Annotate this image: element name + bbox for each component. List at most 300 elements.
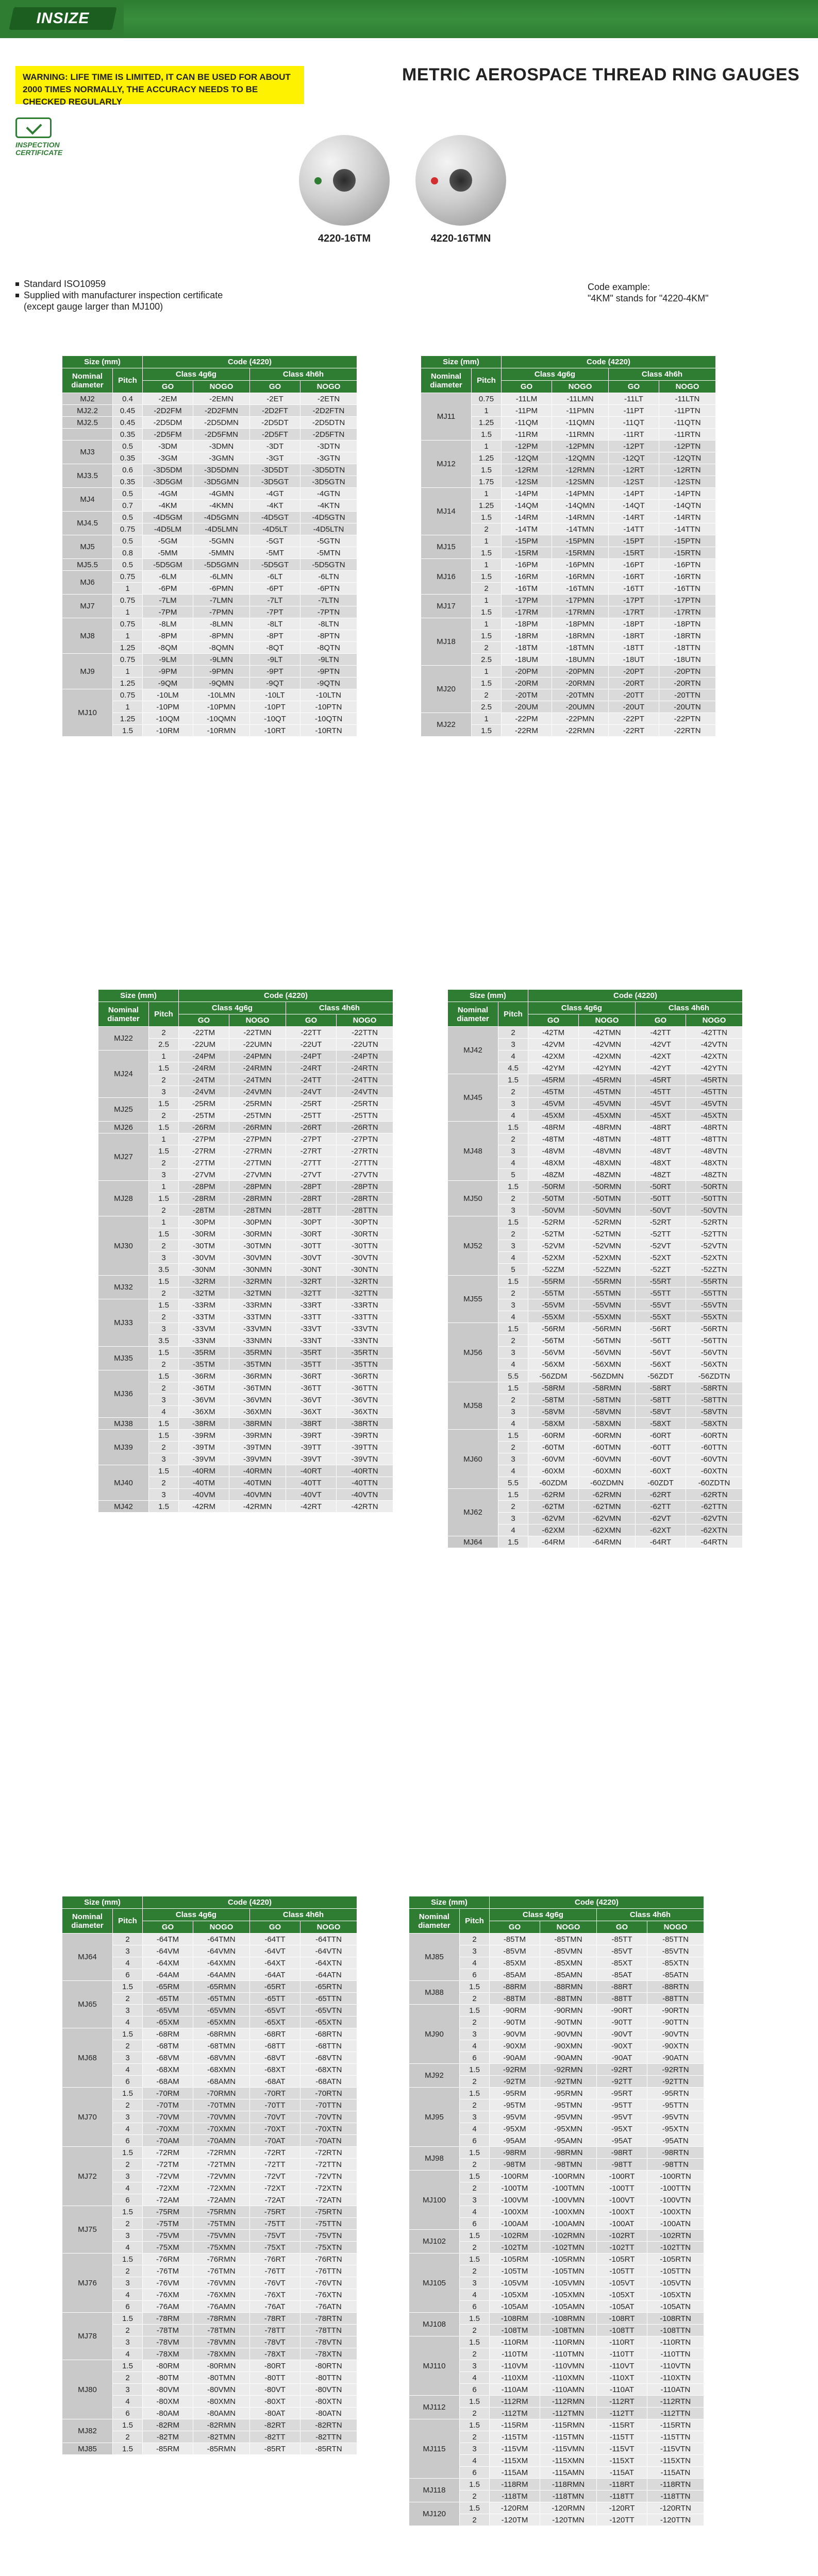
nogo-code-4h6h: -80ATN (301, 2408, 357, 2419)
nogo-code-4g6g: -25TMN (229, 1110, 286, 1122)
nogo-code-4g6g: -25RMN (229, 1098, 286, 1110)
nogo-code-4g6g: -48TMN (579, 1133, 636, 1145)
go-header: GO (143, 381, 193, 393)
nogo-code-4h6h: -105RTN (647, 2253, 704, 2265)
nogo-code-4h6h: -65RTN (301, 1981, 357, 1993)
go-code-4h6h: -28PT (286, 1181, 337, 1193)
nominal-diameter-cell: MJ85 (62, 2443, 113, 2455)
go-code-4h6h: -50VT (636, 1205, 686, 1216)
nogo-code-4h6h: -9LTN (301, 654, 357, 666)
nogo-code-4g6g: -105VMN (540, 2277, 597, 2289)
go-code-4g6g: -4D5LM (143, 523, 193, 535)
nogo-code-4h6h: -70TTN (301, 2099, 357, 2111)
go-code-4g6g: -42XM (528, 1050, 579, 1062)
go-code-4g6g: -85XM (490, 1957, 540, 1969)
pitch-cell: 1.5 (460, 2419, 490, 2431)
pitch-cell: 1 (472, 488, 502, 500)
nogo-code-4g6g: -45TMN (579, 1086, 636, 1098)
nogo-code-4g6g: -12SMN (552, 476, 609, 488)
go-code-4g6g: -90XM (490, 2040, 540, 2052)
feature-item: Standard ISO10959 (15, 278, 428, 290)
nogo-code-4g6g: -35RMN (229, 1347, 286, 1359)
nogo-code-4h6h: -39RTN (337, 1430, 393, 1442)
pitch-cell: 3 (113, 2171, 143, 2182)
pitch-cell: 1.25 (113, 713, 143, 725)
nominal-diameter-cell: MJ14 (421, 488, 472, 535)
nogo-code-4g6g: -112TMN (540, 2408, 597, 2419)
pitch-cell: 2 (472, 583, 502, 595)
go-code-4g6g: -115VM (490, 2443, 540, 2455)
go-code-4g6g: -48VM (528, 1145, 579, 1157)
go-code-4g6g: -64TM (143, 1934, 193, 1945)
nogo-code-4g6g: -4GMN (193, 488, 250, 500)
nogo-code-4g6g: -85TMN (540, 1934, 597, 1945)
go-code-4g6g: -55TM (528, 1287, 579, 1299)
go-code-4h6h: -26RT (286, 1122, 337, 1133)
pitch-cell: 2 (472, 523, 502, 535)
table-row (448, 1323, 743, 1335)
nogo-code-4h6h: -110XTN (647, 2372, 704, 2384)
pitch-cell: 1.5 (498, 1430, 528, 1442)
go-code-4h6h: -30VT (286, 1252, 337, 1264)
go-code-4g6g: -50RM (528, 1181, 579, 1193)
table-row (62, 464, 357, 476)
pitch-cell: 2 (149, 1477, 179, 1489)
go-code-4g6g: -105XM (490, 2289, 540, 2301)
go-code-4h6h: -22TT (286, 1027, 337, 1039)
go-code-4g6g: -72TM (143, 2159, 193, 2171)
pitch-cell: 2 (113, 2040, 143, 2052)
nominal-diameter-cell: MJ102 (409, 2230, 460, 2253)
go-code-4h6h: -14PT (609, 488, 659, 500)
nogo-code-4g6g: -15PMN (552, 535, 609, 547)
pitch-cell: 1.5 (460, 2147, 490, 2159)
header-bar (0, 0, 818, 38)
go-code-4g6g: -75XM (143, 2242, 193, 2253)
go-code-4g6g: -64AM (143, 1969, 193, 1981)
go-code-4g6g: -105RM (490, 2253, 540, 2265)
go-code-4h6h: -50TT (636, 1193, 686, 1205)
nogo-code-4g6g: -55VMN (579, 1299, 636, 1311)
go-code-4g6g: -33NM (179, 1335, 229, 1347)
pitch-cell: 2 (460, 2076, 490, 2088)
nogo-code-4g6g: -10QMN (193, 713, 250, 725)
go-code-4g6g: -60VM (528, 1453, 579, 1465)
nogo-code-4g6g: -14TMN (552, 523, 609, 535)
nogo-code-4g6g: -68XMN (193, 2064, 250, 2076)
go-code-4g6g: -90VM (490, 2028, 540, 2040)
pitch-cell: 1.5 (113, 2088, 143, 2099)
pitch-cell: 3 (149, 1252, 179, 1264)
go-code-4g6g: -52XM (528, 1252, 579, 1264)
nominal-diameter-header: Nominal diameter (98, 1002, 149, 1027)
pitch-cell: 1 (472, 440, 502, 452)
go-code-4g6g: -4GM (143, 488, 193, 500)
nogo-code-4h6h: -25RTN (337, 1098, 393, 1110)
pitch-cell: 2 (460, 2099, 490, 2111)
pitch-cell: 3 (498, 1453, 528, 1465)
nogo-code-4h6h: -115XTN (647, 2455, 704, 2467)
nogo-code-4h6h: -95VTN (647, 2111, 704, 2123)
pitch-cell: 3 (498, 1240, 528, 1252)
nogo-code-4h6h: -85TTN (647, 1934, 704, 1945)
go-code-4h6h: -60VT (636, 1453, 686, 1465)
nogo-code-4g6g: -76RMN (193, 2253, 250, 2265)
go-code-4h6h: -75XT (250, 2242, 301, 2253)
class-4g6g-header: Class 4g6g (143, 368, 250, 381)
nogo-code-4g6g: -38RMN (229, 1418, 286, 1430)
nogo-code-4h6h: -30NTN (337, 1264, 393, 1276)
go-code-4g6g: -95TM (490, 2099, 540, 2111)
table-row (62, 571, 357, 583)
table-row (409, 2171, 704, 2182)
nogo-code-4g6g: -22TMN (229, 1027, 286, 1039)
table-row (409, 2313, 704, 2325)
pitch-cell: 3 (498, 1406, 528, 1418)
pitch-cell: 2 (460, 1934, 490, 1945)
nogo-code-4h6h: -2D2FTN (301, 405, 357, 417)
pitch-cell: 3 (498, 1039, 528, 1050)
go-code-4g6g: -14PM (502, 488, 552, 500)
go-code-4g6g: -8PM (143, 630, 193, 642)
go-code-4h6h: -92RT (597, 2064, 647, 2076)
pitch-cell: 3 (113, 2005, 143, 2016)
go-code-4h6h: -55VT (636, 1299, 686, 1311)
nogo-code-4g6g: -65TMN (193, 1993, 250, 2005)
nogo-code-4h6h: -110VTN (647, 2360, 704, 2372)
nogo-code-4g6g: -64RMN (579, 1536, 636, 1548)
pitch-header: Pitch (498, 1002, 528, 1027)
go-code-4g6g: -20UM (502, 701, 552, 713)
nogo-code-4g6g: -88TMN (540, 1993, 597, 2005)
table-row (98, 1181, 393, 1193)
go-code-4g6g: -18PM (502, 618, 552, 630)
nominal-diameter-cell: MJ25 (98, 1098, 149, 1122)
table-row (448, 1181, 743, 1193)
go-code-4g6g: -10RM (143, 725, 193, 737)
go-code-4h6h: -56XT (636, 1359, 686, 1370)
code-header: Code (4220) (490, 1896, 704, 1909)
nogo-code-4h6h: -22RTN (659, 725, 716, 737)
nogo-code-4h6h: -105XTN (647, 2289, 704, 2301)
nominal-diameter-cell: MJ3 (62, 440, 113, 464)
go-code-4h6h: -75VT (250, 2230, 301, 2242)
go-code-4h6h: -64AT (250, 1969, 301, 1981)
go-code-4g6g: -17PM (502, 595, 552, 606)
go-code-4h6h: -9PT (250, 666, 301, 677)
nogo-code-4g6g: -33TMN (229, 1311, 286, 1323)
nogo-code-4g6g: -50VMN (579, 1205, 636, 1216)
go-code-4h6h: -85XT (597, 1957, 647, 1969)
pitch-cell: 1 (113, 606, 143, 618)
nogo-code-4g6g: -56ZDMN (579, 1370, 636, 1382)
pitch-cell: 1.5 (149, 1299, 179, 1311)
nogo-code-4g6g: -11PMN (552, 405, 609, 417)
table-row (98, 1370, 393, 1382)
pitch-cell: 3 (149, 1323, 179, 1335)
go-code-4g6g: -68VM (143, 2052, 193, 2064)
nogo-code-4h6h: -30PTN (337, 1216, 393, 1228)
go-code-4g6g: -95VM (490, 2111, 540, 2123)
go-code-4g6g: -45XM (528, 1110, 579, 1122)
nogo-code-4h6h: -65TTN (301, 1993, 357, 2005)
pitch-cell: 0.5 (113, 535, 143, 547)
nogo-code-4h6h: -85ATN (647, 1969, 704, 1981)
table-row (448, 1122, 743, 1133)
pitch-cell: 2 (460, 2348, 490, 2360)
pitch-cell: 1.5 (113, 2206, 143, 2218)
nogo-code-4h6h: -11QTN (659, 417, 716, 429)
nogo-code-4g6g: -30PMN (229, 1216, 286, 1228)
pitch-cell: 1.5 (460, 2064, 490, 2076)
go-code-4g6g: -115TM (490, 2431, 540, 2443)
nominal-diameter-cell: MJ38 (98, 1418, 149, 1430)
code-header: Code (4220) (179, 990, 393, 1002)
pitch-cell: 2 (498, 1228, 528, 1240)
go-code-4g6g: -30VM (179, 1252, 229, 1264)
nogo-code-4h6h: -42VTN (686, 1039, 743, 1050)
go-code-4h6h: -30PT (286, 1216, 337, 1228)
nogo-code-4g6g: -100AMN (540, 2218, 597, 2230)
nogo-code-4g6g: -75VMN (193, 2230, 250, 2242)
nogo-code-4h6h: -12RTN (659, 464, 716, 476)
go-code-4h6h: -2D5FT (250, 429, 301, 440)
nogo-code-4h6h: -33RTN (337, 1299, 393, 1311)
go-code-4h6h: -85RT (250, 2443, 301, 2455)
pitch-cell: 1.5 (113, 725, 143, 737)
nogo-header: NOGO (552, 381, 609, 393)
nogo-code-4h6h: -28TTN (337, 1205, 393, 1216)
nogo-code-4g6g: -22UMN (229, 1039, 286, 1050)
nominal-diameter-cell: MJ115 (409, 2419, 460, 2479)
nogo-code-4g6g: -68AMN (193, 2076, 250, 2088)
go-code-4h6h: -18RT (609, 630, 659, 642)
nogo-code-4h6h: -64XTN (301, 1957, 357, 1969)
nogo-code-4h6h: -14TTN (659, 523, 716, 535)
nogo-code-4g6g: -82RMN (193, 2419, 250, 2431)
nogo-code-4h6h: -112RTN (647, 2396, 704, 2408)
go-code-4h6h: -28RT (286, 1193, 337, 1205)
go-code-4h6h: -90RT (597, 2005, 647, 2016)
go-code-4g6g: -11QM (502, 417, 552, 429)
go-header: GO (609, 381, 659, 393)
nogo-code-4g6g: -24RMN (229, 1062, 286, 1074)
nogo-code-4g6g: -72RMN (193, 2147, 250, 2159)
nogo-code-4h6h: -11LTN (659, 393, 716, 405)
nogo-code-4h6h: -5D5GTN (301, 559, 357, 571)
nogo-code-4g6g: -45VMN (579, 1098, 636, 1110)
nogo-code-4h6h: -115ATN (647, 2467, 704, 2479)
nogo-code-4h6h: -12QTN (659, 452, 716, 464)
go-code-4g6g: -78RM (143, 2313, 193, 2325)
table-row (62, 405, 357, 417)
nogo-code-4h6h: -45VTN (686, 1098, 743, 1110)
nogo-code-4h6h: -52ZTN (686, 1264, 743, 1276)
go-code-4h6h: -10RT (250, 725, 301, 737)
code-example-title: Code example: (588, 282, 650, 292)
go-code-4h6h: -78VT (250, 2336, 301, 2348)
go-code-4h6h: -75RT (250, 2206, 301, 2218)
nogo-code-4g6g: -8QMN (193, 642, 250, 654)
go-code-4g6g: -78VM (143, 2336, 193, 2348)
nogo-code-4h6h: -72XTN (301, 2182, 357, 2194)
nogo-code-4h6h: -14PTN (659, 488, 716, 500)
go-code-4g6g: -30PM (179, 1216, 229, 1228)
nogo-code-4g6g: -4D5GMN (193, 512, 250, 523)
nogo-code-4h6h: -39TTN (337, 1442, 393, 1453)
go-code-4h6h: -88TT (597, 1993, 647, 2005)
go-code-4h6h: -76TT (250, 2265, 301, 2277)
nominal-diameter-cell: MJ11 (421, 393, 472, 440)
go-code-4g6g: -55RM (528, 1276, 579, 1287)
go-code-4g6g: -78TM (143, 2325, 193, 2336)
go-code-4h6h: -60ZDT (636, 1477, 686, 1489)
nogo-code-4g6g: -20RMN (552, 677, 609, 689)
go-code-4h6h: -12PT (609, 440, 659, 452)
go-code-4g6g: -72RM (143, 2147, 193, 2159)
nogo-code-4h6h: -92RTN (647, 2064, 704, 2076)
nogo-code-4g6g: -80AMN (193, 2408, 250, 2419)
go-code-4h6h: -108TT (597, 2325, 647, 2336)
nogo-code-4g6g: -24VMN (229, 1086, 286, 1098)
table-row (409, 2396, 704, 2408)
nogo-code-4g6g: -65XMN (193, 2016, 250, 2028)
go-code-4h6h: -68RT (250, 2028, 301, 2040)
nogo-code-4h6h: -110ATN (647, 2384, 704, 2396)
nominal-diameter-cell: MJ26 (98, 1122, 149, 1133)
nogo-code-4h6h: -7PTN (301, 606, 357, 618)
nogo-code-4g6g: -33NMN (229, 1335, 286, 1347)
nogo-code-4g6g: -16RMN (552, 571, 609, 583)
nogo-code-4h6h: -42XTN (686, 1050, 743, 1062)
pitch-cell: 6 (460, 2301, 490, 2313)
nominal-diameter-header: Nominal diameter (62, 368, 113, 393)
go-code-4g6g: -6PM (143, 583, 193, 595)
nogo-code-4g6g: -72VMN (193, 2171, 250, 2182)
nogo-code-4h6h: -40RTN (337, 1465, 393, 1477)
go-code-4h6h: -70RT (250, 2088, 301, 2099)
brand-logo-text: INSIZE (36, 10, 90, 27)
nogo-code-4h6h: -5GTN (301, 535, 357, 547)
nogo-code-4h6h: -4GTN (301, 488, 357, 500)
nogo-code-4g6g: -75RMN (193, 2206, 250, 2218)
code-header: Code (4220) (528, 990, 743, 1002)
pitch-cell: 2 (149, 1027, 179, 1039)
nogo-code-4h6h: -20PTN (659, 666, 716, 677)
pitch-cell: 1.5 (472, 547, 502, 559)
nogo-code-4g6g: -3D5GMN (193, 476, 250, 488)
nogo-code-4h6h: -95RTN (647, 2088, 704, 2099)
go-code-4g6g: -64XM (143, 1957, 193, 1969)
nogo-code-4h6h: -36XTN (337, 1406, 393, 1418)
go-code-4h6h: -22PT (609, 713, 659, 725)
go-code-4h6h: -100RT (597, 2171, 647, 2182)
nogo-code-4g6g: -64VMN (193, 1945, 250, 1957)
pitch-cell: 1 (149, 1050, 179, 1062)
go-code-4g6g: -95XM (490, 2123, 540, 2135)
go-code-4g6g: -48XM (528, 1157, 579, 1169)
pitch-cell: 2 (113, 2265, 143, 2277)
go-code-4g6g: -112RM (490, 2396, 540, 2408)
pitch-cell: 1.5 (472, 464, 502, 476)
nominal-diameter-cell: MJ5.5 (62, 559, 113, 571)
class-4g6g-header: Class 4g6g (143, 1909, 250, 1921)
nogo-code-4h6h: -48TTN (686, 1133, 743, 1145)
pitch-cell: 1.5 (472, 429, 502, 440)
nominal-diameter-cell: MJ10 (62, 689, 113, 737)
nogo-code-4h6h: -68VTN (301, 2052, 357, 2064)
nogo-code-4g6g: -56XMN (579, 1359, 636, 1370)
pitch-cell: 0.4 (113, 393, 143, 405)
pitch-header: Pitch (460, 1909, 490, 1934)
go-code-4g6g: -90RM (490, 2005, 540, 2016)
table-row (421, 666, 716, 677)
go-code-4g6g: -45RM (528, 1074, 579, 1086)
go-code-4h6h: -45XT (636, 1110, 686, 1122)
nogo-code-4h6h: -15PTN (659, 535, 716, 547)
pitch-cell: 1 (472, 559, 502, 571)
nogo-code-4g6g: -90VMN (540, 2028, 597, 2040)
pitch-cell: 0.5 (113, 488, 143, 500)
pitch-cell: 4 (498, 1359, 528, 1370)
go-code-4g6g: -102TM (490, 2242, 540, 2253)
pitch-cell: 2.5 (472, 701, 502, 713)
go-code-4g6g: -25RM (179, 1098, 229, 1110)
pitch-cell: 1.25 (472, 452, 502, 464)
go-code-4g6g: -10PM (143, 701, 193, 713)
nogo-code-4h6h: -17PTN (659, 595, 716, 606)
nogo-code-4g6g: -64AMN (193, 1969, 250, 1981)
go-code-4g6g: -70RM (143, 2088, 193, 2099)
go-code-4g6g: -50TM (528, 1193, 579, 1205)
nogo-code-4h6h: -36VTN (337, 1394, 393, 1406)
go-code-4h6h: -65VT (250, 2005, 301, 2016)
go-code-4g6g: -30RM (179, 1228, 229, 1240)
feature-note: (except gauge larger than MJ100) (24, 301, 163, 312)
go-code-4h6h: -27RT (286, 1145, 337, 1157)
go-code-4h6h: -72RT (250, 2147, 301, 2159)
nogo-code-4g6g: -108TMN (540, 2325, 597, 2336)
table-row (448, 1430, 743, 1442)
nogo-code-4h6h: -42YTN (686, 1062, 743, 1074)
go-code-4h6h: -90VT (597, 2028, 647, 2040)
pitch-cell: 1.5 (113, 2028, 143, 2040)
nogo-code-4h6h: -60XTN (686, 1465, 743, 1477)
table-row (62, 440, 357, 452)
nogo-code-4g6g: -95AMN (540, 2135, 597, 2147)
nogo-code-4h6h: -72RTN (301, 2147, 357, 2159)
go-code-4h6h: -60XT (636, 1465, 686, 1477)
pitch-cell: 3 (113, 2384, 143, 2396)
nominal-diameter-cell: MJ39 (98, 1430, 149, 1465)
go-code-4g6g: -5MM (143, 547, 193, 559)
nogo-code-4h6h: -10QTN (301, 713, 357, 725)
go-code-4h6h: -52ZT (636, 1264, 686, 1276)
go-code-4g6g: -56TM (528, 1335, 579, 1347)
go-code-4g6g: -98TM (490, 2159, 540, 2171)
nogo-code-4g6g: -64TMN (193, 1934, 250, 1945)
nogo-code-4h6h: -95XTN (647, 2123, 704, 2135)
gauge-bore (333, 169, 356, 192)
nogo-code-4g6g: -15RMN (552, 547, 609, 559)
go-code-4g6g: -27PM (179, 1133, 229, 1145)
go-code-4g6g: -62XM (528, 1524, 579, 1536)
nominal-diameter-cell: MJ64 (62, 1934, 113, 1981)
nominal-diameter-cell: MJ2.2 (62, 405, 113, 417)
nogo-code-4h6h: -62RTN (686, 1489, 743, 1501)
pitch-cell: 0.5 (113, 512, 143, 523)
table-row (98, 1430, 393, 1442)
